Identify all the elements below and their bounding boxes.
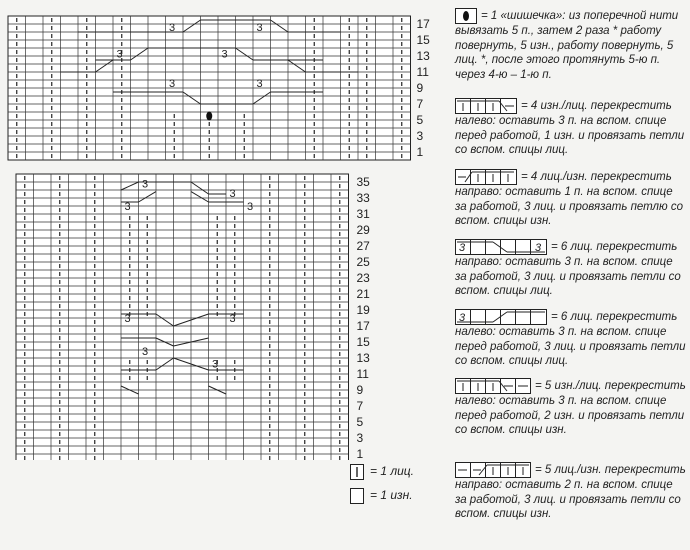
cross-6-right-icon (455, 239, 547, 255)
legend-cross-6-left-text: = 6 лиц. перекрестить налево: оставить 3 п. на вспом. спице перед работой, 3 лиц. и провязать петли со вспом. спицы лиц. (455, 311, 686, 368)
cross-label: 3 (124, 201, 131, 213)
cross-label: 3 (247, 201, 254, 213)
bobble-icon (206, 112, 212, 121)
row-number: 27 (356, 239, 370, 253)
cross-label: 3 (142, 345, 149, 358)
cross-6-left-icon (455, 309, 547, 325)
cross-6-right-label-left: 3 (459, 242, 466, 254)
cross-label: 3 (169, 78, 176, 91)
knit-key (350, 464, 414, 480)
row-number: 35 (356, 175, 370, 189)
legend-cross-6-right (455, 239, 687, 299)
legend-cross-5-right-text: = 5 лиц./изн. перекрестить направо: оставить 2 п. на вспом. спице за работой, 3 лиц. и провязать петли со вспом. спицы изн. (455, 464, 686, 521)
row-number: 3 (356, 431, 364, 445)
cross-label: 3 (229, 313, 236, 325)
cross-label: 3 (229, 188, 236, 201)
row-number: 5 (416, 113, 424, 127)
row-number: 19 (356, 303, 370, 317)
row-number: 23 (356, 271, 370, 285)
row-number: 11 (356, 367, 369, 381)
bottom-chart (0, 170, 400, 460)
row-number: 1 (416, 145, 424, 159)
cross-5-right-icon (455, 462, 531, 478)
row-number: 15 (416, 33, 430, 47)
row-number: 7 (416, 97, 424, 111)
cross-label: 3 (256, 22, 263, 35)
row-number: 3 (416, 129, 424, 143)
cross-label: 3 (169, 22, 176, 35)
row-number: 15 (356, 335, 370, 349)
knit-icon (350, 464, 364, 480)
row-number: 13 (416, 49, 430, 63)
cross-label: 3 (142, 178, 149, 191)
purl-key-text: = 1 изн. (370, 488, 413, 503)
legend-cross-4-right-text: = 4 лиц./изн. перекрестить направо: оставить 1 п. на вспом. спице за работой, 3 лиц. и провязать петлю со вспом. спицы изн. (455, 171, 683, 228)
row-number: 17 (416, 17, 430, 31)
row-number: 11 (416, 65, 429, 79)
cross-4-left-icon (455, 98, 517, 114)
row-number: 5 (356, 415, 364, 429)
legend-cross-6-right-text: = 6 лиц. перекрестить направо: оставить 3 п. на вспом. спице за работой, 3 лиц. и провязать петли со вспом. спицы лиц. (455, 241, 681, 298)
legend-cross-4-right (455, 169, 687, 229)
row-number: 13 (356, 351, 370, 365)
row-number: 9 (416, 81, 424, 95)
row-number: 21 (356, 287, 370, 301)
cross-label: 3 (221, 48, 228, 61)
row-number: 7 (356, 399, 364, 413)
knit-key-text: = 1 лиц. (370, 464, 414, 479)
legend-cross-5-left (455, 378, 687, 438)
legend-cross-6-left (455, 309, 687, 369)
cross-label: 3 (124, 313, 131, 325)
bottom-grid-frame (16, 174, 349, 460)
top-chart (0, 0, 440, 170)
row-number: 33 (356, 191, 370, 205)
legend-bobble-text: = 1 «шишечка»: из поперечной нити вывязать 5 п., затем 2 раза * работу повернуть, 5 изн., работу повернуть, 5 лиц. *, после этого протянуть 5-ю п. через 4-ю – 1-ю п. (455, 10, 679, 81)
row-number: 17 (356, 319, 370, 333)
purl-key (350, 488, 413, 504)
legend-cross-4-left-text: = 4 изн./лиц. перекрестить налево: оставить 3 п. на вспом. спице перед работой, 1 изн. и провязать петли со вспом. спицы лиц. (455, 100, 685, 157)
cross-6-left-label: 3 (459, 312, 466, 324)
row-number: 25 (356, 255, 370, 269)
cross-label: 3 (256, 78, 263, 91)
cross-4-right-icon (455, 169, 517, 185)
legend-bobble (455, 8, 687, 82)
purl-icon (350, 488, 364, 504)
cross-label: 3 (212, 358, 219, 371)
row-number: 31 (356, 207, 370, 221)
bobble-icon (455, 8, 477, 24)
cross-5-left-icon (455, 378, 531, 394)
legend-cross-5-right (455, 462, 687, 522)
legend-cross-4-left (455, 98, 687, 158)
row-number: 9 (356, 383, 364, 397)
cross-label: 3 (116, 48, 123, 61)
row-number: 1 (356, 447, 364, 460)
row-number: 29 (356, 223, 370, 237)
legend-cross-5-left-text: = 5 изн./лиц. перекрестить налево: оставить 3 п. на вспом. спице перед работой, 2 изн. и провязать петли со вспом. спицы изн. (455, 380, 686, 437)
cross-6-right-label-right: 3 (535, 242, 542, 254)
